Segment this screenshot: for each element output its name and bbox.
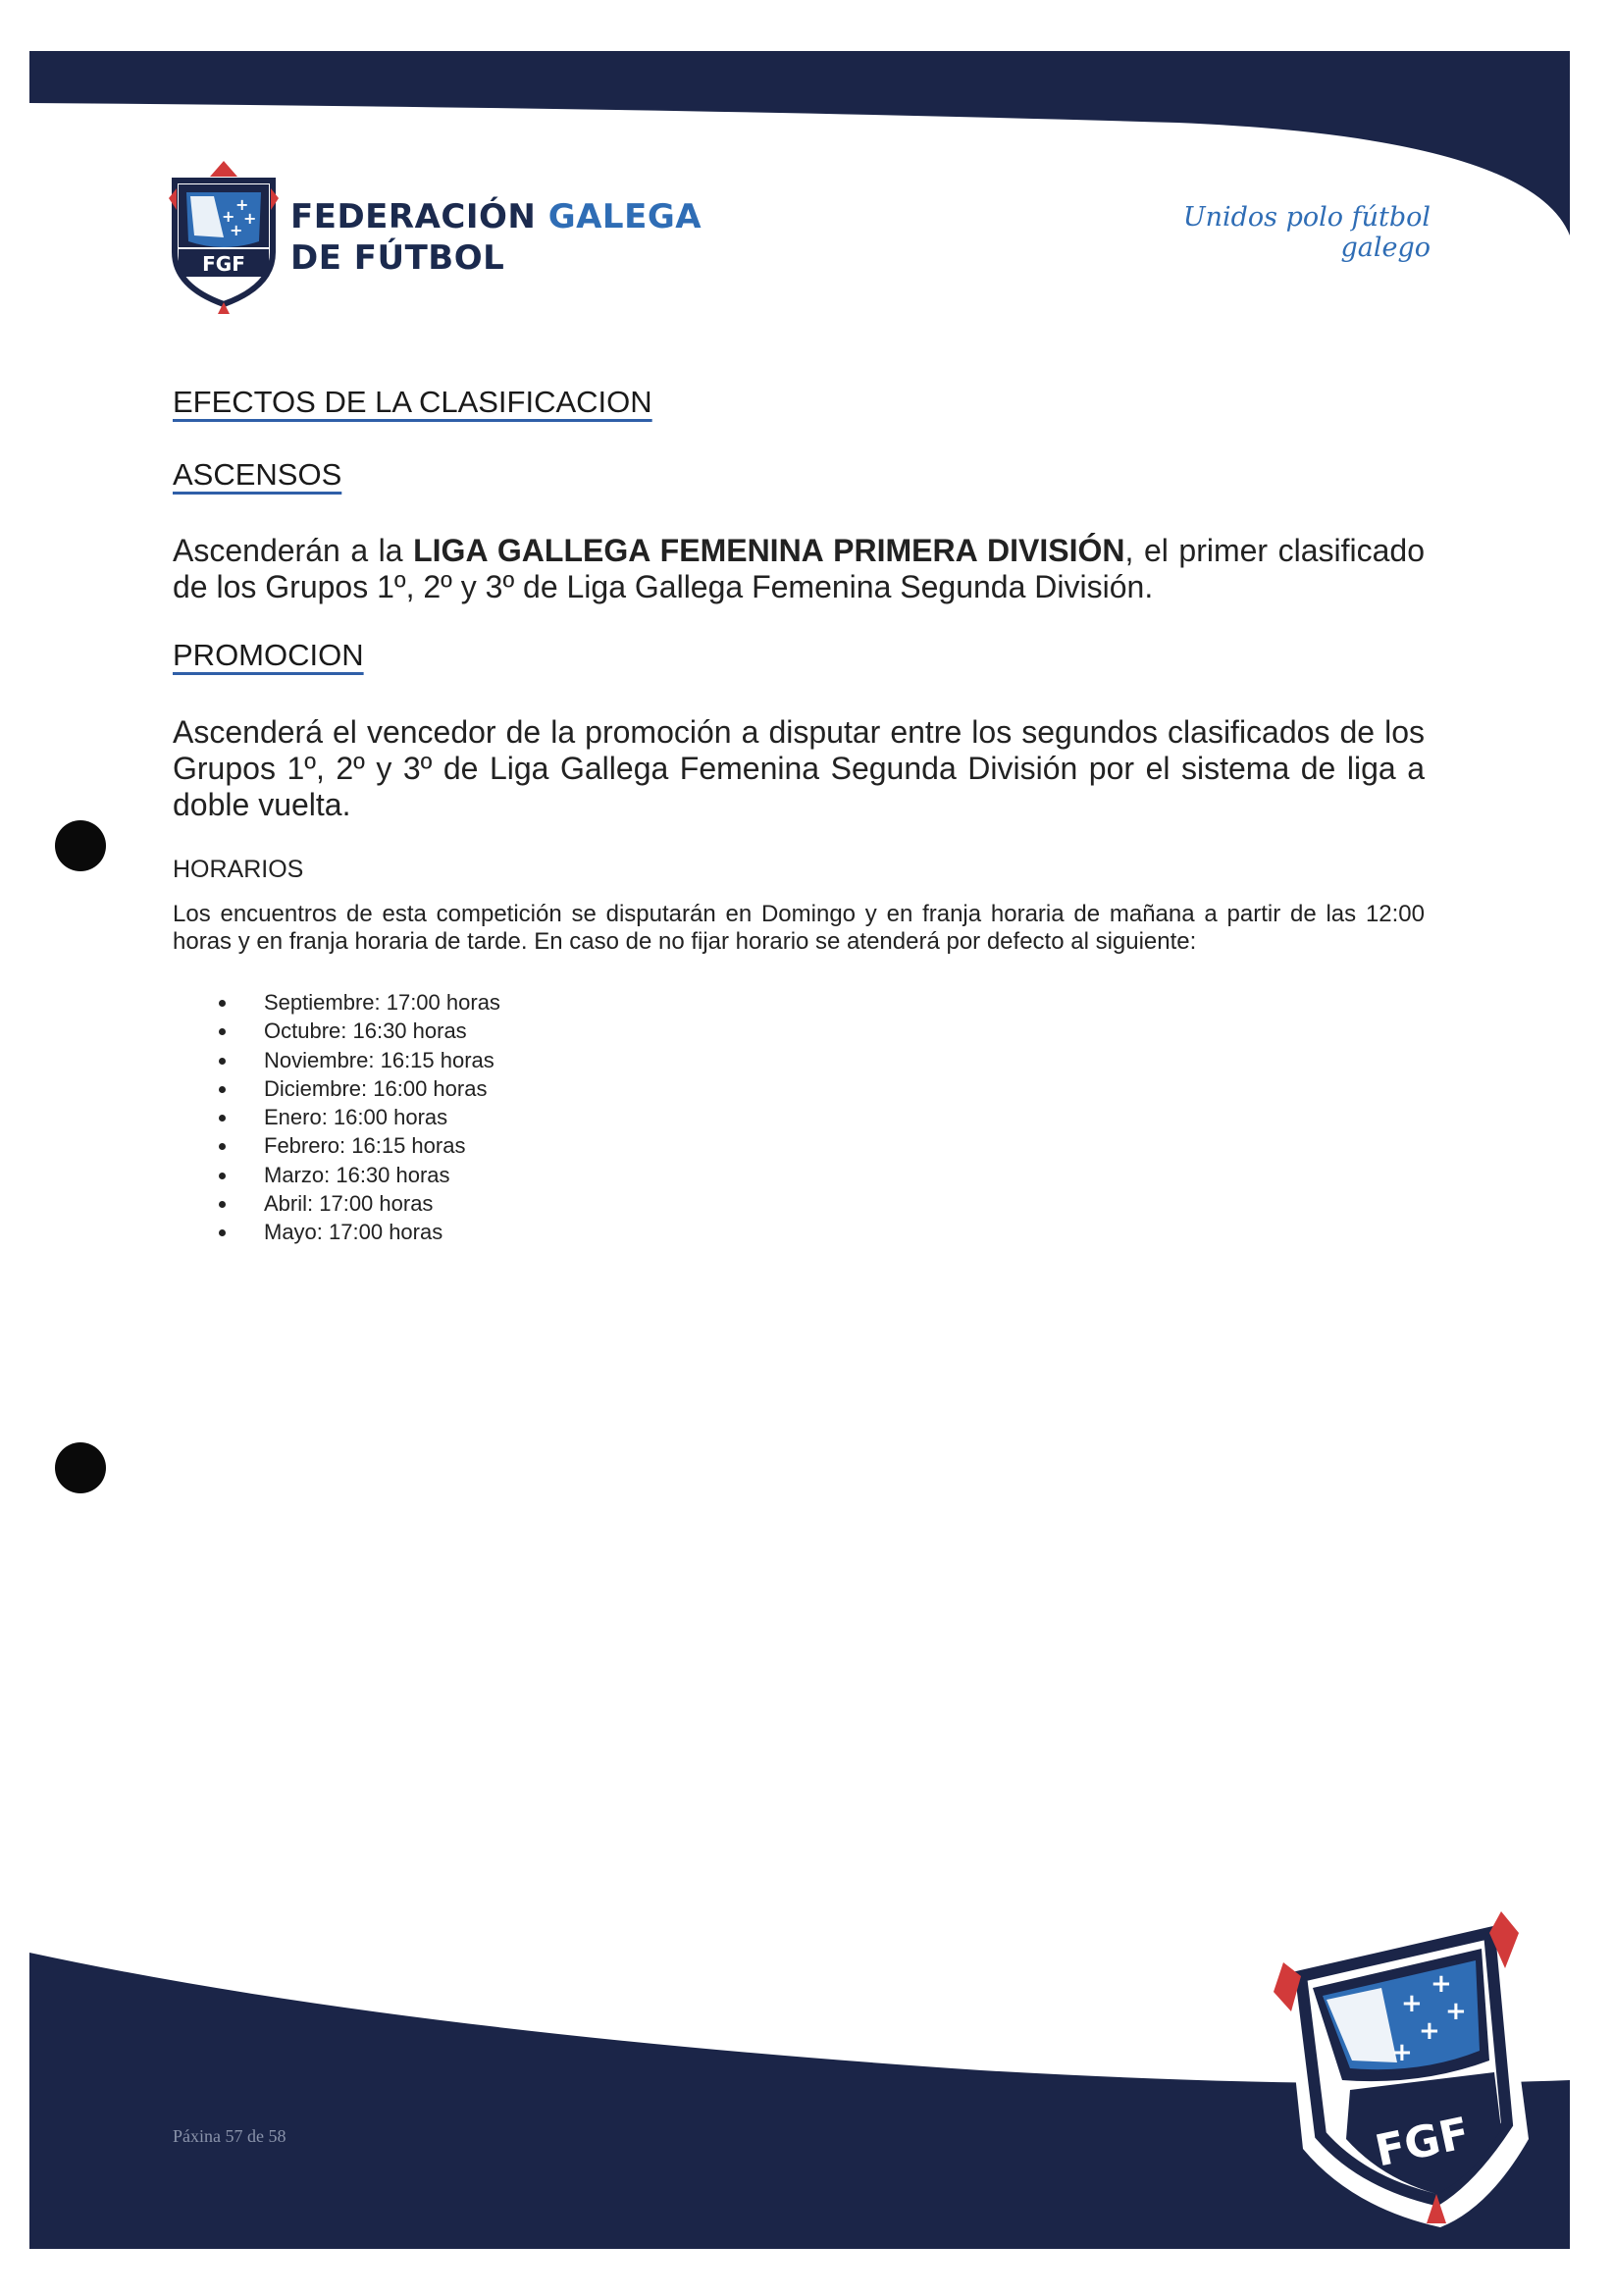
bullet-icon — [219, 1201, 226, 1208]
svg-text:+: + — [222, 207, 235, 226]
punch-hole-icon — [55, 1442, 106, 1493]
ascensos-paragraph: Ascenderán a la LIGA GALLEGA FEMENINA PRIMERA DIVISIÓN, el primer clasificado de los Grupos 1º, 2º y 3º de Liga Gallega Femenina Segunda División. — [173, 533, 1426, 604]
list-item: Diciembre: 16:00 horas — [216, 1074, 500, 1103]
bullet-icon — [219, 1115, 226, 1122]
slogan: Unidos polo fútbol galego — [1182, 202, 1431, 263]
ascensos-league-name: LIGA GALLEGA FEMENINA PRIMERA DIVISIÓN — [413, 533, 1125, 568]
list-item: Febrero: 16:15 horas — [216, 1131, 500, 1160]
page-number: Páxina 57 de 58 — [173, 2126, 286, 2146]
fgf-logo-large-icon — [1244, 1894, 1538, 2257]
bullet-icon — [219, 1028, 226, 1035]
list-item: Noviembre: 16:15 horas — [216, 1046, 500, 1074]
bullet-icon — [219, 1086, 226, 1093]
org-name-line1-a: FEDERACIÓN — [290, 197, 537, 236]
list-item: Marzo: 16:30 horas — [216, 1161, 500, 1189]
list-item: Enero: 16:00 horas — [216, 1103, 500, 1131]
horarios-title: HORARIOS — [173, 856, 304, 883]
svg-text:+: + — [1419, 2016, 1440, 2046]
svg-text:+: + — [1431, 1969, 1452, 1999]
svg-text:+: + — [243, 209, 257, 228]
svg-text:+: + — [230, 221, 243, 239]
fgf-logo-icon — [165, 159, 283, 316]
promocion-title: PROMOCION — [173, 638, 364, 672]
footer-logo-abbrev-text: FGF — [1371, 2108, 1475, 2177]
org-name-line2: DE FÚTBOL — [290, 238, 505, 278]
ascensos-title: ASCENSOS — [173, 457, 342, 492]
promocion-paragraph: Ascenderá el vencedor de la promoción a disputar entre los segundos clasificados de los Grupos 1º, 2º y 3º de Liga Gallega Femenina Segunda División por el sistema de liga a doble vuelta. — [173, 714, 1425, 822]
svg-text:+: + — [1401, 1989, 1423, 2018]
list-item: Octubre: 16:30 horas — [216, 1017, 500, 1045]
bullet-icon — [219, 1143, 226, 1150]
list-item: Abril: 17:00 horas — [216, 1189, 500, 1218]
org-name-line1-b: GALEGA — [547, 197, 702, 236]
bullet-icon — [219, 1058, 226, 1065]
bullet-icon — [219, 1000, 226, 1007]
svg-text:+: + — [1445, 1997, 1467, 2026]
svg-text:+: + — [1391, 2038, 1413, 2067]
section-title: EFECTOS DE LA CLASIFICACION — [173, 385, 652, 419]
logo-abbrev-text: FGF — [202, 252, 245, 276]
list-item: Septiembre: 17:00 horas — [216, 988, 500, 1017]
bullet-icon — [219, 1229, 226, 1236]
svg-text:+: + — [235, 195, 249, 214]
list-item: Mayo: 17:00 horas — [216, 1218, 500, 1246]
organization-name — [290, 196, 702, 279]
bullet-icon — [219, 1173, 226, 1179]
schedule-list — [216, 988, 500, 1247]
punch-hole-icon — [55, 820, 106, 871]
horarios-paragraph: Los encuentros de esta competición se disputarán en Domingo y en franja horaria de mañana a partir de las 12:00 horas y en franja horaria de tarde. En caso de no fijar horario se atenderá por defecto al siguiente: — [173, 901, 1425, 955]
